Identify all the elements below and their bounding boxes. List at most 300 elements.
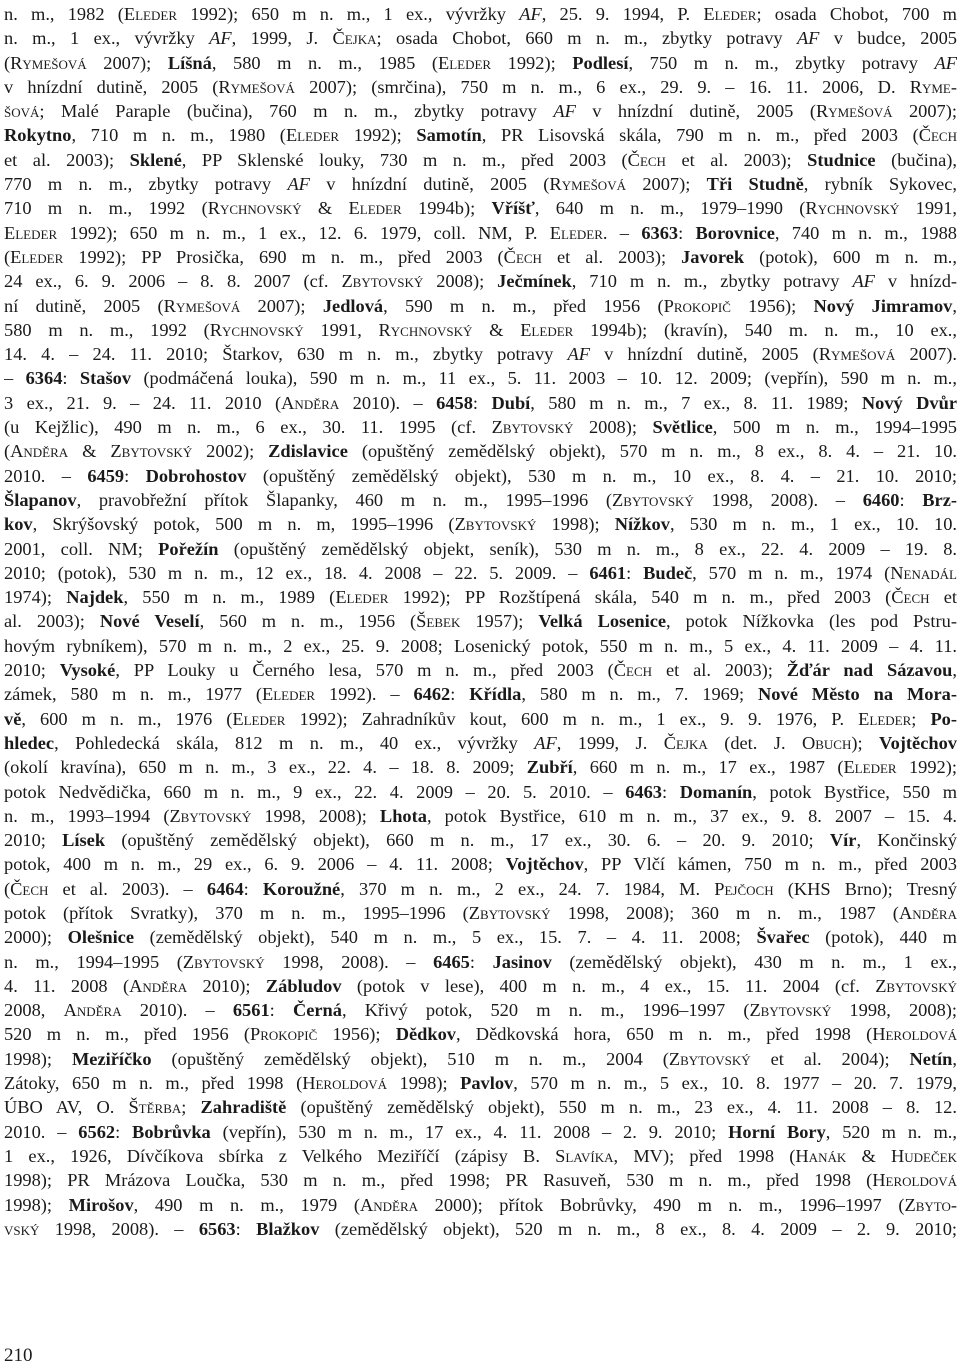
- author-citation: Zbytovský: [110, 441, 193, 462]
- text-run: , 580 m n. m., 7. 1969;: [521, 684, 759, 705]
- text-line: [4, 731, 957, 755]
- author-citation: Zbytovský: [341, 271, 424, 292]
- text-run: , Končinský: [856, 830, 957, 851]
- text-line: [4, 804, 957, 828]
- locality-name: Tři Studně: [706, 174, 804, 195]
- text-run: (zemědělský objekt), 520 m n. m., 8 ex., 8. 4. 2009 – 2. 9. 2010;: [319, 1218, 957, 1239]
- text-line: [4, 148, 957, 172]
- text-run: 1998, 2008). –: [39, 1218, 199, 1239]
- author-citation: Heroldová: [872, 1170, 957, 1191]
- text-run: n. m., 1 ex., vývržky: [4, 28, 210, 49]
- locality-name: Zubří: [526, 757, 573, 778]
- text-line: [4, 634, 957, 658]
- author-citation: Eleder: [285, 125, 340, 146]
- text-run: , PP Sklenské louky, 730 m n. m., před 2003 (: [181, 149, 628, 170]
- text-run: 520 m n. m., před 1956 (: [4, 1024, 250, 1045]
- locality-name: Jasinov: [492, 951, 552, 972]
- text-line: [4, 682, 957, 706]
- text-run: 1998, 2008). –: [693, 489, 863, 510]
- text-run: (: [4, 52, 11, 73]
- text-run: et al. 2003). –: [48, 878, 207, 899]
- author-citation: Nenadál: [890, 562, 957, 583]
- text-line: [4, 391, 957, 415]
- text-run: (podmáčená louka), 590 m n. m., 11 ex., 5. 11. 2003 – 10. 12. 2009; (vepřín), 590 m n. m.,: [131, 368, 957, 389]
- text-run: 2010. –: [4, 465, 88, 486]
- text-run: ;: [181, 1097, 201, 1118]
- species-abbrev: AF: [852, 271, 875, 292]
- text-line: [4, 1193, 957, 1217]
- text-line: [4, 1144, 957, 1168]
- author-citation: Rychnovský: [209, 319, 304, 340]
- author-citation: Eleder: [335, 587, 389, 608]
- locality-name: Borovnice: [695, 222, 775, 243]
- text-run: , MV); před 1998 (: [613, 1145, 796, 1166]
- text-run: 2007);: [240, 295, 323, 316]
- locality-name: Dobrohostov: [145, 465, 247, 486]
- text-line: [4, 1168, 957, 1192]
- locality-name: Blažkov: [256, 1218, 320, 1239]
- locality-name: 6363: [641, 222, 679, 243]
- locality-name: Vříšť: [491, 198, 535, 219]
- text-line: [4, 99, 957, 123]
- text-run: 2010);: [187, 975, 266, 996]
- text-line: [4, 780, 957, 804]
- text-run: . –: [602, 222, 642, 243]
- author-citation: Eleder: [437, 52, 492, 73]
- text-run: hovým rybníkem), 570 m n. m., 2 ex., 25. 9. 2008; Losenický potok, 550 m n. m., 5 ex., 4. 11. 2009 – 4. 11.: [4, 635, 957, 656]
- author-citation: Čejka: [332, 28, 377, 49]
- text-line: [4, 269, 957, 293]
- locality-name: Dubí: [491, 392, 531, 413]
- locality-name: Pořežín: [158, 538, 219, 559]
- author-citation: Eleder: [123, 4, 177, 24]
- locality-name: 6464: [206, 878, 244, 899]
- author-citation: Rymešová: [163, 295, 241, 316]
- text-run: 1991,: [899, 198, 957, 219]
- text-run: (opuštěný zemědělský objekt), 510 m n. m., 2004 (: [151, 1048, 669, 1069]
- text-run: (potok v lese), 400 m n. m., 4 ex., 15. 11. 2004 (cf.: [341, 975, 876, 996]
- text-line: [4, 342, 957, 366]
- author-citation: Eleder: [261, 684, 316, 705]
- text-line: [4, 1071, 957, 1095]
- locality-name: vě: [4, 708, 22, 729]
- author-citation: Eleder: [703, 4, 757, 24]
- text-run: ,: [952, 660, 957, 681]
- text-run: ; Malé Paraple (bučina), 760 m n. m., zbytky potravy: [39, 101, 554, 122]
- text-run: et al. 2004);: [750, 1048, 910, 1069]
- author-citation: Eleder: [520, 319, 574, 340]
- locality-name: Meziříčko: [71, 1048, 152, 1069]
- text-run: 2000);: [4, 927, 68, 948]
- text-run: 2002);: [192, 441, 269, 462]
- author-citation: Ryme-: [909, 76, 957, 97]
- text-run: :: [269, 1000, 293, 1021]
- text-line: [4, 950, 957, 974]
- text-run: (vepřín), 530 m n. m., 17 ex., 4. 11. 2008 – 2. 9. 2010;: [210, 1121, 729, 1142]
- text-run: (KHS Brno); Tresný: [773, 878, 957, 899]
- text-run: potok, 400 m n. m., 29 ex., 6. 9. 2006 – 4. 11. 2008;: [4, 854, 506, 875]
- text-run: , 590 m n. m., před 1956 (: [383, 295, 664, 316]
- text-run: :: [899, 489, 923, 510]
- text-run: (zemědělský objekt), 430 m n. m., 1 ex.,: [551, 951, 957, 972]
- text-line: [4, 1217, 957, 1241]
- author-citation: Prokopič: [663, 295, 731, 316]
- species-abbrev: AF: [287, 174, 310, 195]
- text-run: v hnízdní dutině, 2005 (: [4, 76, 219, 97]
- text-line: [4, 1047, 957, 1071]
- species-abbrev: AF: [567, 344, 590, 365]
- text-run: , 580 m n. m., 7 ex., 8. 11. 1989;: [530, 392, 862, 413]
- text-run: 3 ex., 21. 9. – 24. 11. 2010 (: [4, 392, 282, 413]
- text-run: (opuštěný zemědělský objekt), 550 m n. m., 23 ex., 4. 11. 2008 – 8. 12.: [286, 1097, 957, 1118]
- text-run: (potok), 440 m: [809, 927, 957, 948]
- text-run: ; osada Chobot, 660 m n. m., zbytky potravy: [376, 28, 797, 49]
- author-citation: Čech: [891, 587, 930, 608]
- text-run: , 660 m n. m., 17 ex., 1987 (: [572, 757, 844, 778]
- text-line: [4, 755, 957, 779]
- text-line: [4, 415, 957, 439]
- text-run: 710 m n. m., 1992 (: [4, 198, 208, 219]
- locality-name: Vír: [829, 830, 857, 851]
- author-citation: Anděra: [360, 1194, 419, 1215]
- text-run: ,: [952, 295, 957, 316]
- text-line: [4, 974, 957, 998]
- text-run: 2007); (smrčina), 750 m n. m., 6 ex., 29. 9. – 16. 11. 2006, D.: [294, 76, 910, 97]
- locality-name: 6459: [87, 465, 125, 486]
- locality-name: Olešnice: [67, 927, 135, 948]
- text-run: 4. 11. 2008 (: [4, 975, 130, 996]
- text-run: , 580 m n. m., 1985 (: [211, 52, 438, 73]
- text-run: , 710 m n. m., 1980 (: [71, 125, 286, 146]
- text-run: &: [472, 319, 521, 340]
- text-run: v hnízd-: [874, 271, 957, 292]
- text-run: , 710 m n. m., zbytky potravy: [571, 271, 853, 292]
- species-abbrev: AF: [934, 52, 957, 73]
- author-citation: Čech: [918, 125, 957, 146]
- author-citation: Rymešová: [549, 174, 626, 195]
- text-run: :: [678, 222, 696, 243]
- text-run: (opuštěný zemědělský objekt), 660 m n. m., 17 ex., 30. 6. – 20. 9. 2010;: [105, 830, 830, 851]
- text-run: , potok Bystřice, 550 m: [752, 781, 957, 802]
- text-line: [4, 998, 957, 1022]
- text-run: (zemědělský objekt), 540 m n. m., 5 ex., 15. 7. – 4. 11. 2008;: [134, 927, 757, 948]
- text-run: , 570 m n. m., 5 ex., 10. 8. 1977 – 20. 7. 1979,: [513, 1073, 957, 1094]
- locality-name: Zábludov: [265, 975, 342, 996]
- text-run: 2008,: [4, 1000, 64, 1021]
- text-run: (det. J.: [707, 732, 802, 753]
- text-run: 2010. –: [4, 1121, 79, 1142]
- text-run: , PR Lisovská skála, 790 m n. m., před 2003 (: [481, 125, 919, 146]
- author-citation: Slavíka: [555, 1145, 614, 1166]
- text-run: :: [626, 562, 644, 583]
- text-run: &: [301, 198, 349, 219]
- author-citation: Čech: [503, 246, 542, 267]
- species-abbrev: AF: [519, 4, 542, 24]
- author-citation: Prokopič: [249, 1024, 318, 1045]
- text-run: 2008);: [573, 417, 653, 438]
- text-run: , 560 m n. m., 1956 (: [199, 611, 417, 632]
- author-citation: Šebek: [416, 611, 461, 632]
- locality-name: Po-: [930, 708, 957, 729]
- locality-name: hledec: [4, 732, 55, 753]
- text-line: [4, 658, 957, 682]
- text-run: , Dědkovská hora, 650 m n. m., před 1998 (: [456, 1024, 873, 1045]
- locality-name: Světlice: [652, 417, 713, 438]
- locality-name: Koroužné: [262, 878, 341, 899]
- text-run: 1956);: [317, 1024, 396, 1045]
- text-run: et al. 2003);: [665, 149, 808, 170]
- author-citation: Anděra: [63, 1000, 122, 1021]
- text-run: v hnízdní dutině, 2005 (: [309, 174, 550, 195]
- text-line: [4, 123, 957, 147]
- text-line: [4, 1120, 957, 1144]
- text-run: , 520 m n. m.,: [825, 1121, 957, 1142]
- text-run: Zátoky, 650 m n. m., před 1998 (: [4, 1073, 303, 1094]
- text-run: 2010;: [4, 830, 63, 851]
- text-run: (: [4, 246, 11, 267]
- text-run: 1998, 2008);: [251, 805, 380, 826]
- text-run: :: [235, 1218, 257, 1239]
- text-run: , Skrýšovský potok, 500 m n. m, 1995–1996 (: [32, 514, 455, 535]
- text-run: :: [450, 684, 470, 705]
- text-run: , potok Nížkovka (les pod Pstru-: [666, 611, 957, 632]
- author-citation: šová: [4, 101, 40, 122]
- text-run: n. m., 1993–1994 (: [4, 805, 170, 826]
- text-run: 1992). –: [315, 684, 414, 705]
- text-line: [4, 585, 957, 609]
- text-run: 1 ex., 1926, Dívčíkova sbírka z Velkého Meziříčí (zápisy B.: [4, 1145, 556, 1166]
- author-citation: Obuch: [801, 732, 852, 753]
- text-run: :: [115, 1121, 133, 1142]
- text-run: 24 ex., 6. 9. 2006 – 8. 8. 2007 (cf.: [4, 271, 342, 292]
- text-run: , 1999, J.: [556, 732, 664, 753]
- author-citation: Rychnovský: [378, 319, 473, 340]
- text-run: , 370 m n. m., 2 ex., 24. 7. 1984, M.: [340, 878, 715, 899]
- locality-name: Domanín: [679, 781, 753, 802]
- document-body: [4, 2, 957, 1241]
- locality-name: 6563: [198, 1218, 236, 1239]
- text-run: 2007);: [625, 174, 707, 195]
- author-citation: Rymešová: [818, 344, 896, 365]
- text-run: et al. 2003);: [541, 246, 682, 267]
- locality-name: Mirošov: [68, 1194, 134, 1215]
- author-citation: Anděra: [281, 392, 340, 413]
- text-run: 580 m n. m., 1992 (: [4, 319, 210, 340]
- text-run: (okolí kravína), 650 m n. m., 3 ex., 22. 4. – 18. 8. 2009;: [4, 757, 527, 778]
- text-run: 1974);: [4, 587, 67, 608]
- locality-name: Bobrůvka: [132, 1121, 211, 1142]
- locality-name: Horní Bory: [728, 1121, 826, 1142]
- locality-name: Stašov: [79, 368, 132, 389]
- text-run: :: [124, 465, 146, 486]
- text-run: 2010;: [4, 660, 60, 681]
- text-run: 1994b);: [401, 198, 492, 219]
- text-run: 14. 4. – 24. 11. 2010; Štarkov, 630 m n. m., zbytky potravy: [4, 344, 568, 365]
- author-citation: Zbytovský: [612, 489, 694, 510]
- author-citation: Anděra: [129, 975, 188, 996]
- text-line: [4, 852, 957, 876]
- author-citation: Zbytovský: [182, 951, 265, 972]
- text-run: et al. 2003);: [4, 149, 130, 170]
- text-run: , 530 m n. m., 1 ex., 10. 10.: [669, 514, 957, 535]
- locality-name: 6458: [436, 392, 473, 413]
- text-run: –: [4, 368, 26, 389]
- text-line: [4, 925, 957, 949]
- text-line: [4, 828, 957, 852]
- text-run: , 490 m n. m., 1979 (: [133, 1194, 360, 1215]
- author-citation: Zbytovský: [169, 805, 252, 826]
- author-citation: Zbytovský: [491, 417, 574, 438]
- text-line: [4, 51, 957, 75]
- text-run: 1992); 650 m n. m., 1 ex., 12. 6. 1979, coll. NM, P.: [57, 222, 550, 243]
- text-line: [4, 488, 957, 512]
- text-line: [4, 464, 957, 488]
- text-run: et: [929, 587, 957, 608]
- text-line: [4, 172, 957, 196]
- locality-name: Zdislavice: [268, 441, 348, 462]
- author-citation: Eleder: [843, 757, 897, 778]
- text-run: (bučina),: [875, 149, 957, 170]
- locality-name: Budeč: [643, 562, 693, 583]
- author-citation: Heroldová: [302, 1073, 387, 1094]
- text-run: 1957);: [460, 611, 539, 632]
- text-run: , Pohledecká skála, 812 m n. m., 40 ex., vývržky: [54, 732, 535, 753]
- text-run: 2010). –: [121, 1000, 233, 1021]
- text-line: [4, 537, 957, 561]
- locality-name: Sklené: [129, 149, 182, 170]
- author-citation: Hudeček: [890, 1145, 957, 1166]
- text-line: [4, 2, 957, 26]
- text-run: n. m., 1994–1995 (: [4, 951, 183, 972]
- locality-name: Studnice: [807, 149, 876, 170]
- text-run: );: [851, 732, 880, 753]
- author-citation: Zbytovský: [454, 514, 537, 535]
- text-run: 2008);: [423, 271, 498, 292]
- text-run: ;: [911, 708, 931, 729]
- locality-name: 6461: [589, 562, 627, 583]
- text-run: al. 2003);: [4, 611, 100, 632]
- locality-name: Černá: [292, 1000, 342, 1021]
- text-run: 1956);: [730, 295, 814, 316]
- author-citation: Eleder: [232, 708, 286, 729]
- text-line: [4, 366, 957, 390]
- locality-name: Jedlová: [322, 295, 384, 316]
- text-run: &: [846, 1145, 891, 1166]
- text-run: , 1999, J.: [231, 28, 333, 49]
- locality-name: 6463: [625, 781, 662, 802]
- author-citation: Zbytovský: [668, 1048, 751, 1069]
- text-line: [4, 1095, 957, 1119]
- author-citation: Rychnovský: [207, 198, 302, 219]
- text-run: 2010; (potok), 530 m n. m., 12 ex., 18. 4. 2008 – 22. 5. 2009. –: [4, 562, 590, 583]
- text-run: 1992);: [491, 52, 573, 73]
- text-run: 1998, 2008); 360 m n. m., 1987 (: [550, 902, 899, 923]
- author-citation: Rymešová: [10, 52, 87, 73]
- author-citation: Eleder: [4, 222, 58, 243]
- author-citation: Eleder: [549, 222, 603, 243]
- locality-name: Švařec: [756, 927, 810, 948]
- text-line: [4, 901, 957, 925]
- text-run: 1998, 2008);: [831, 1000, 957, 1021]
- species-abbrev: AF: [209, 28, 232, 49]
- text-run: , 750 m n. m., zbytky potravy: [628, 52, 935, 73]
- text-run: 1998);: [4, 1194, 69, 1215]
- locality-name: Vysoké: [59, 660, 116, 681]
- author-citation: Hanák: [795, 1145, 847, 1166]
- text-run: 1991,: [303, 319, 379, 340]
- text-run: 1994b); (kravín), 540 m. n. m., 10 ex.,: [573, 319, 957, 340]
- text-run: , 570 m n. m., 1974 (: [692, 562, 891, 583]
- text-run: ní dutině, 2005 (: [4, 295, 164, 316]
- text-run: 2010). –: [339, 392, 437, 413]
- text-line: [4, 707, 957, 731]
- text-line: [4, 561, 957, 585]
- text-run: :: [243, 878, 263, 899]
- text-line: [4, 221, 957, 245]
- author-citation: Zbyto-: [904, 1194, 957, 1215]
- locality-name: Pavlov: [460, 1073, 514, 1094]
- page-number: 210: [4, 1345, 33, 1366]
- locality-name: Lhota: [379, 805, 427, 826]
- text-run: (u Kejžlic), 490 m n. m., 6 ex., 30. 11. 1995 (cf.: [4, 417, 492, 438]
- species-abbrev: AF: [534, 732, 557, 753]
- text-run: :: [661, 781, 680, 802]
- author-citation: Pejčoch: [714, 878, 774, 899]
- locality-name: Lísek: [62, 830, 106, 851]
- text-run: 1998);: [4, 1048, 72, 1069]
- text-run: , 550 m n. m., 1989 (: [123, 587, 336, 608]
- text-run: et al. 2003);: [652, 660, 787, 681]
- author-citation: Eleder: [858, 708, 912, 729]
- locality-name: Nový Jimramov: [813, 295, 953, 316]
- text-run: 1998);: [536, 514, 615, 535]
- locality-name: Rokytno: [4, 125, 72, 146]
- text-run: , potok Bystřice, 610 m n. m., 37 ex., 9. 8. 2007 – 15. 4.: [426, 805, 957, 826]
- locality-name: Křídla: [469, 684, 522, 705]
- text-run: 1998, 2008). –: [264, 951, 434, 972]
- text-line: [4, 318, 957, 342]
- locality-name: Podlesí: [572, 52, 629, 73]
- locality-name: Šlapanov: [4, 489, 77, 510]
- text-run: 1998);: [386, 1073, 461, 1094]
- locality-name: 6562: [78, 1121, 116, 1142]
- text-line: [4, 512, 957, 536]
- species-abbrev: AF: [553, 101, 576, 122]
- text-run: , rybník Sykovec,: [803, 174, 957, 195]
- text-run: :: [472, 392, 492, 413]
- author-citation: Zbytovský: [749, 1000, 832, 1021]
- locality-name: Najdek: [66, 587, 124, 608]
- text-run: , Křivý potok, 520 m n. m., 1996–1997 (: [341, 1000, 750, 1021]
- text-line: [4, 877, 957, 901]
- locality-name: Žďár nad Sázavou: [786, 660, 953, 681]
- text-run: , 740 m n. m., 1988: [774, 222, 957, 243]
- locality-name: Nové Město na Mora-: [758, 684, 957, 705]
- author-citation: Anděra: [898, 902, 957, 923]
- locality-name: Velká Losenice: [538, 611, 667, 632]
- text-run: v hnízdní dutině, 2005 (: [575, 101, 816, 122]
- text-run: 2007);: [892, 101, 957, 122]
- text-run: , 640 m n. m., 1979–1990 (: [534, 198, 806, 219]
- text-run: (: [4, 878, 11, 899]
- locality-name: Dědkov: [395, 1024, 456, 1045]
- text-run: :: [62, 368, 80, 389]
- locality-name: Zahradiště: [200, 1097, 287, 1118]
- text-line: [4, 609, 957, 633]
- text-run: , PP Louky u Černého lesa, 570 m n. m., před 2003 (: [115, 660, 614, 681]
- locality-name: 6465: [433, 951, 470, 972]
- text-run: 2007).: [895, 344, 957, 365]
